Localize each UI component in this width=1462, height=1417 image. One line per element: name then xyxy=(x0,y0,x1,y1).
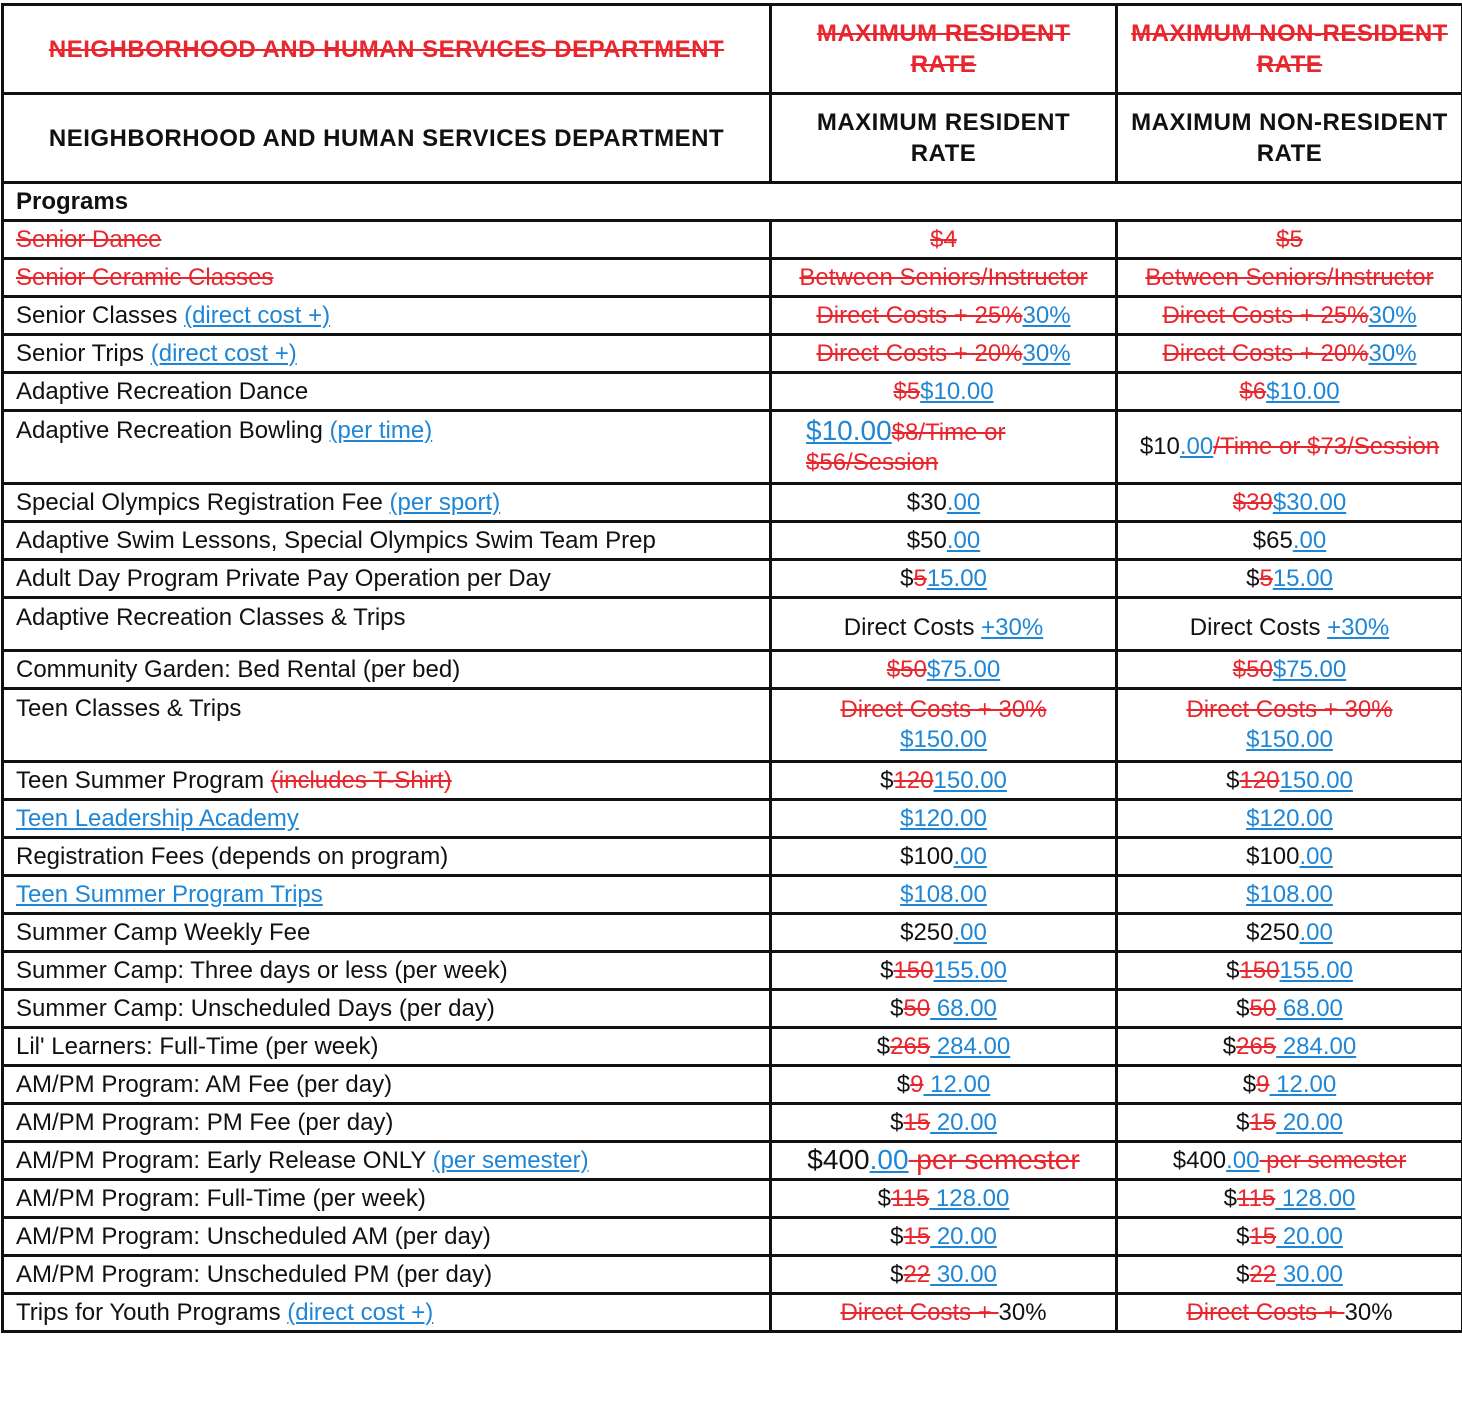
deleted-text: 22 xyxy=(903,1260,931,1288)
nonresident-rate xyxy=(1117,335,1462,373)
inserted-text: .00 xyxy=(1226,1146,1260,1174)
deleted-text: Direct Costs + 25% xyxy=(1162,301,1369,329)
table-row xyxy=(3,1028,1462,1066)
deleted-text: Direct Costs + 20% xyxy=(816,339,1023,367)
nonresident-rate xyxy=(1117,1180,1462,1218)
deleted-text: $5 xyxy=(893,377,921,405)
program-name: Community Garden: Bed Rental (per bed) xyxy=(3,651,771,689)
inserted-text: 68.00 xyxy=(930,994,997,1022)
rate-text: Direct Costs xyxy=(1189,614,1328,641)
rate-text: $ xyxy=(876,1032,891,1060)
deleted-text: $6 xyxy=(1239,377,1267,405)
resident-rate xyxy=(771,297,1117,335)
deleted-text: Direct Costs + 25% xyxy=(816,301,1023,329)
inserted-text: 20.00 xyxy=(1276,1222,1343,1250)
inserted-text: .00 xyxy=(946,526,981,554)
program-name xyxy=(3,1142,771,1180)
header-row-deleted xyxy=(3,5,1462,94)
nonresident-rate xyxy=(1117,651,1462,689)
header-department: NEIGHBORHOOD AND HUMAN SERVICES DEPARTMENT xyxy=(3,94,771,183)
inserted-text: 30% xyxy=(1022,301,1071,329)
name-text: AM/PM Program: Early Release ONLY xyxy=(16,1146,426,1174)
inserted-text: $10.00 xyxy=(806,415,892,446)
nonresident-rate xyxy=(1117,1028,1462,1066)
inserted-text: 20.00 xyxy=(1276,1108,1343,1136)
deleted-text: /Time or $73/Session xyxy=(1213,433,1440,460)
deleted-text: MAXIMUM NON-RESIDENT RATE xyxy=(1131,20,1448,78)
program-name xyxy=(3,484,771,522)
rate-text: 30% xyxy=(1344,1298,1393,1326)
program-name xyxy=(3,876,771,914)
inserted-text: (per semester) xyxy=(432,1146,589,1174)
program-name: AM/PM Program: Unscheduled AM (per day) xyxy=(3,1218,771,1256)
nonresident-rate xyxy=(1117,1104,1462,1142)
name-text: Trips for Youth Programs xyxy=(16,1298,281,1326)
deleted-text: 15 xyxy=(903,1108,931,1136)
inserted-text: 284.00 xyxy=(1276,1032,1357,1060)
rate-text: $50 xyxy=(906,526,947,554)
inserted-text: .00 xyxy=(869,1143,909,1175)
table-row xyxy=(3,1142,1462,1180)
deleted-text: 15 xyxy=(903,1222,931,1250)
deleted-text: $39 xyxy=(1232,488,1273,516)
table-row xyxy=(3,990,1462,1028)
inserted-text: 155.00 xyxy=(1279,956,1353,984)
deleted-text: 150 xyxy=(893,956,934,984)
inserted-text: 150.00 xyxy=(933,766,1007,794)
rate-text: 30% xyxy=(998,1298,1047,1326)
inserted-text: .00 xyxy=(953,918,987,946)
deleted-text: 5 xyxy=(913,564,927,592)
deleted-text: 9 xyxy=(910,1070,924,1098)
nonresident-rate xyxy=(1117,952,1462,990)
program-name: AM/PM Program: AM Fee (per day) xyxy=(3,1066,771,1104)
deleted-text: 15 xyxy=(1249,1222,1277,1250)
deleted-text: (includes T-Shirt) xyxy=(270,766,452,794)
section-title: Programs xyxy=(3,183,1462,221)
deleted-text: Between Seniors/Instructor xyxy=(1145,263,1434,291)
inserted-text: $108.00 xyxy=(900,880,987,908)
rate-text: $ xyxy=(1236,1108,1250,1136)
table-row xyxy=(3,560,1462,598)
program-name xyxy=(3,800,771,838)
inserted-text: 30.00 xyxy=(930,1260,997,1288)
inserted-text: $75.00 xyxy=(1272,655,1347,683)
deleted-text: 22 xyxy=(1249,1260,1277,1288)
rate-text: $ xyxy=(1226,956,1240,984)
deleted-text: $50 xyxy=(886,655,927,683)
rate-text: $ xyxy=(1226,766,1240,794)
resident-rate xyxy=(771,1218,1117,1256)
inserted-text: 155.00 xyxy=(933,956,1007,984)
rate-text: $100 xyxy=(900,842,954,870)
nonresident-rate xyxy=(1117,838,1462,876)
deleted-text: NEIGHBORHOOD AND HUMAN SERVICES DEPARTMENT xyxy=(48,35,725,63)
resident-rate xyxy=(771,221,1117,259)
nonresident-rate xyxy=(1117,221,1462,259)
header-nonresident: MAXIMUM NON-RESIDENT RATE xyxy=(1117,94,1462,183)
table-row xyxy=(3,1256,1462,1294)
inserted-text: +30% xyxy=(981,614,1044,641)
table-row xyxy=(3,1218,1462,1256)
resident-rate xyxy=(771,411,1117,484)
program-name: AM/PM Program: Unscheduled PM (per day) xyxy=(3,1256,771,1294)
name-text: Teen Summer Program xyxy=(16,766,265,794)
inserted-text: Teen Summer Program Trips xyxy=(16,880,323,908)
resident-rate xyxy=(771,598,1117,651)
deleted-text: Direct Costs + 20% xyxy=(1162,339,1369,367)
inserted-text: 150.00 xyxy=(1279,766,1353,794)
deleted-text: per semester xyxy=(908,1143,1080,1175)
rate-text: $100 xyxy=(1246,842,1300,870)
rate-text: $ xyxy=(880,956,894,984)
resident-rate xyxy=(771,1104,1117,1142)
inserted-text: $10.00 xyxy=(920,377,994,405)
rate-text: $ xyxy=(900,564,914,592)
rate-text: $400 xyxy=(1172,1146,1227,1174)
resident-rate xyxy=(771,484,1117,522)
fee-schedule-table xyxy=(1,3,1462,1333)
inserted-text: 30% xyxy=(1368,301,1417,329)
inserted-text: 30% xyxy=(1368,339,1417,367)
inserted-text: (per sport) xyxy=(389,488,501,516)
program-name: Summer Camp: Three days or less (per week) xyxy=(3,952,771,990)
rate-text: $65 xyxy=(1252,526,1293,554)
deleted-text: MAXIMUM RESIDENT RATE xyxy=(816,20,1071,78)
deleted-text: Senior Dance xyxy=(16,225,162,253)
nonresident-rate xyxy=(1117,1066,1462,1104)
header-row xyxy=(3,94,1462,183)
deleted-text: $8/Time or $56/Session xyxy=(806,419,1006,476)
table-row xyxy=(3,335,1462,373)
rate-text: $ xyxy=(880,766,894,794)
inserted-text: 15.00 xyxy=(1272,564,1333,592)
inserted-text: 20.00 xyxy=(930,1108,997,1136)
program-name: Registration Fees (depends on program) xyxy=(3,838,771,876)
inserted-text: $30.00 xyxy=(1272,488,1347,516)
inserted-text: .00 xyxy=(946,488,981,516)
rate-text: $ xyxy=(1236,1260,1250,1288)
resident-rate xyxy=(771,560,1117,598)
nonresident-rate xyxy=(1117,411,1462,484)
rate-text: $400 xyxy=(807,1143,870,1175)
inserted-text: (direct cost +) xyxy=(150,339,297,367)
table-row xyxy=(3,297,1462,335)
program-name: AM/PM Program: Full-Time (per week) xyxy=(3,1180,771,1218)
resident-rate xyxy=(771,1256,1117,1294)
deleted-text: 120 xyxy=(893,766,934,794)
nonresident-rate xyxy=(1117,762,1462,800)
program-name xyxy=(3,411,771,484)
table-row xyxy=(3,1104,1462,1142)
nonresident-rate xyxy=(1117,800,1462,838)
header-nonresident-old xyxy=(1117,5,1462,94)
header-resident: MAXIMUM RESIDENT RATE xyxy=(771,94,1117,183)
table-row xyxy=(3,876,1462,914)
table-row xyxy=(3,1294,1462,1332)
deleted-text: 15 xyxy=(1249,1108,1277,1136)
inserted-text: $150.00 xyxy=(1246,726,1333,753)
deleted-text: 120 xyxy=(1239,766,1280,794)
deleted-text: 265 xyxy=(1236,1032,1277,1060)
inserted-text: .00 xyxy=(953,842,987,870)
rate-text: $ xyxy=(877,1184,891,1212)
table-row xyxy=(3,838,1462,876)
deleted-text: 5 xyxy=(1259,564,1273,592)
inserted-text: 12.00 xyxy=(923,1070,991,1098)
table-row xyxy=(3,598,1462,651)
rate-text: $30 xyxy=(906,488,947,516)
inserted-text: $120.00 xyxy=(900,804,987,832)
table-row xyxy=(3,373,1462,411)
section-row xyxy=(3,183,1462,221)
program-name xyxy=(3,259,771,297)
table-row xyxy=(3,952,1462,990)
table-row xyxy=(3,914,1462,952)
resident-rate xyxy=(771,990,1117,1028)
inserted-text: .00 xyxy=(1299,918,1333,946)
nonresident-rate xyxy=(1117,484,1462,522)
inserted-text: (direct cost +) xyxy=(287,1298,434,1326)
deleted-text: per semester xyxy=(1259,1146,1407,1174)
resident-rate xyxy=(771,1066,1117,1104)
program-name xyxy=(3,762,771,800)
program-name xyxy=(3,297,771,335)
nonresident-rate xyxy=(1117,297,1462,335)
resident-rate xyxy=(771,259,1117,297)
inserted-text: .00 xyxy=(1292,526,1327,554)
program-name: Adult Day Program Private Pay Operation per Day xyxy=(3,560,771,598)
deleted-text: Direct Costs + 30% xyxy=(840,696,1047,723)
inserted-text: $108.00 xyxy=(1246,880,1333,908)
name-text: Senior Classes xyxy=(16,301,178,329)
nonresident-rate xyxy=(1117,1142,1462,1180)
rate-text: $ xyxy=(896,1070,911,1098)
nonresident-rate xyxy=(1117,259,1462,297)
program-name: Summer Camp: Unscheduled Days (per day) xyxy=(3,990,771,1028)
resident-rate xyxy=(771,952,1117,990)
resident-rate xyxy=(771,335,1117,373)
deleted-text: 265 xyxy=(890,1032,931,1060)
deleted-text: $4 xyxy=(930,225,957,253)
inserted-text: 12.00 xyxy=(1269,1070,1337,1098)
resident-rate xyxy=(771,1294,1117,1332)
resident-rate xyxy=(771,689,1117,762)
inserted-text: 128.00 xyxy=(1275,1184,1356,1212)
rate-text: $ xyxy=(1222,1032,1237,1060)
program-name: Teen Classes & Trips xyxy=(3,689,771,762)
nonresident-rate xyxy=(1117,560,1462,598)
deleted-text: 50 xyxy=(1249,994,1277,1022)
program-name: Adaptive Swim Lessons, Special Olympics Swim Team Prep xyxy=(3,522,771,560)
inserted-text: .00 xyxy=(1179,433,1214,460)
inserted-text: +30% xyxy=(1327,614,1390,641)
table-row xyxy=(3,1180,1462,1218)
nonresident-rate xyxy=(1117,876,1462,914)
program-name: AM/PM Program: PM Fee (per day) xyxy=(3,1104,771,1142)
resident-rate xyxy=(771,800,1117,838)
deleted-text: Direct Costs + 30% xyxy=(1186,696,1393,723)
inserted-text: $120.00 xyxy=(1246,804,1333,832)
table-row xyxy=(3,1066,1462,1104)
table-row xyxy=(3,259,1462,297)
table-row xyxy=(3,800,1462,838)
rate-text: $ xyxy=(890,1260,904,1288)
program-name xyxy=(3,335,771,373)
nonresident-rate xyxy=(1117,373,1462,411)
program-name: Summer Camp Weekly Fee xyxy=(3,914,771,952)
inserted-text: 68.00 xyxy=(1276,994,1343,1022)
program-name: Adaptive Recreation Classes & Trips xyxy=(3,598,771,651)
resident-rate xyxy=(771,914,1117,952)
nonresident-rate xyxy=(1117,689,1462,762)
rate-text: $ xyxy=(1236,994,1250,1022)
table-row xyxy=(3,651,1462,689)
program-name: Adaptive Recreation Dance xyxy=(3,373,771,411)
program-name xyxy=(3,1294,771,1332)
nonresident-rate xyxy=(1117,1218,1462,1256)
resident-rate xyxy=(771,651,1117,689)
inserted-text: (per time) xyxy=(329,417,433,444)
program-name: Lil' Learners: Full-Time (per week) xyxy=(3,1028,771,1066)
resident-rate xyxy=(771,373,1117,411)
inserted-text: $150.00 xyxy=(900,726,987,753)
rate-text: $10 xyxy=(1139,433,1180,460)
rate-text: Direct Costs xyxy=(843,614,982,641)
inserted-text: .00 xyxy=(1299,842,1333,870)
rate-text: $ xyxy=(890,994,904,1022)
inserted-text: 128.00 xyxy=(929,1184,1010,1212)
table-row xyxy=(3,689,1462,762)
deleted-text: 115 xyxy=(1237,1184,1276,1212)
nonresident-rate xyxy=(1117,990,1462,1028)
rate-text: $ xyxy=(890,1222,904,1250)
deleted-text: $5 xyxy=(1276,225,1303,253)
table-row xyxy=(3,484,1462,522)
resident-rate xyxy=(771,522,1117,560)
rate-text: $ xyxy=(1246,564,1260,592)
inserted-text: 20.00 xyxy=(930,1222,997,1250)
deleted-text: 115 xyxy=(891,1184,930,1212)
nonresident-rate xyxy=(1117,1294,1462,1332)
nonresident-rate xyxy=(1117,522,1462,560)
table-row xyxy=(3,762,1462,800)
nonresident-rate xyxy=(1117,598,1462,651)
inserted-text: 30% xyxy=(1022,339,1071,367)
rate-text: $250 xyxy=(1246,918,1300,946)
deleted-text: 50 xyxy=(903,994,931,1022)
inserted-text: $10.00 xyxy=(1266,377,1340,405)
inserted-text: 284.00 xyxy=(930,1032,1011,1060)
program-name xyxy=(3,221,771,259)
table-row xyxy=(3,221,1462,259)
header-department-old xyxy=(3,5,771,94)
deleted-text: Direct Costs + xyxy=(840,1298,999,1326)
inserted-text: 30.00 xyxy=(1276,1260,1343,1288)
deleted-text: Direct Costs + xyxy=(1186,1298,1345,1326)
nonresident-rate xyxy=(1117,1256,1462,1294)
inserted-text: (direct cost +) xyxy=(184,301,331,329)
resident-rate xyxy=(771,876,1117,914)
table-row xyxy=(3,411,1462,484)
deleted-text: Between Seniors/Instructor xyxy=(799,263,1088,291)
resident-rate xyxy=(771,838,1117,876)
name-text: Adaptive Recreation Bowling xyxy=(16,417,323,444)
header-resident-old xyxy=(771,5,1117,94)
deleted-text: $50 xyxy=(1232,655,1273,683)
rate-text: $ xyxy=(1223,1184,1237,1212)
resident-rate xyxy=(771,1180,1117,1218)
table-row xyxy=(3,522,1462,560)
name-text: Special Olympics Registration Fee xyxy=(16,488,383,516)
name-text: Senior Trips xyxy=(16,339,145,367)
inserted-text: 15.00 xyxy=(926,564,987,592)
deleted-text: 9 xyxy=(1256,1070,1270,1098)
rate-text: $ xyxy=(890,1108,904,1136)
inserted-text: Teen Leadership Academy xyxy=(16,804,299,832)
inserted-text: $75.00 xyxy=(926,655,1001,683)
deleted-text: 150 xyxy=(1239,956,1280,984)
resident-rate xyxy=(771,1028,1117,1066)
resident-rate xyxy=(771,762,1117,800)
deleted-text: Senior Ceramic Classes xyxy=(16,263,274,291)
resident-rate xyxy=(771,1142,1117,1180)
rate-text: $250 xyxy=(900,918,954,946)
rate-text: $ xyxy=(1236,1222,1250,1250)
nonresident-rate xyxy=(1117,914,1462,952)
rate-text: $ xyxy=(1242,1070,1257,1098)
